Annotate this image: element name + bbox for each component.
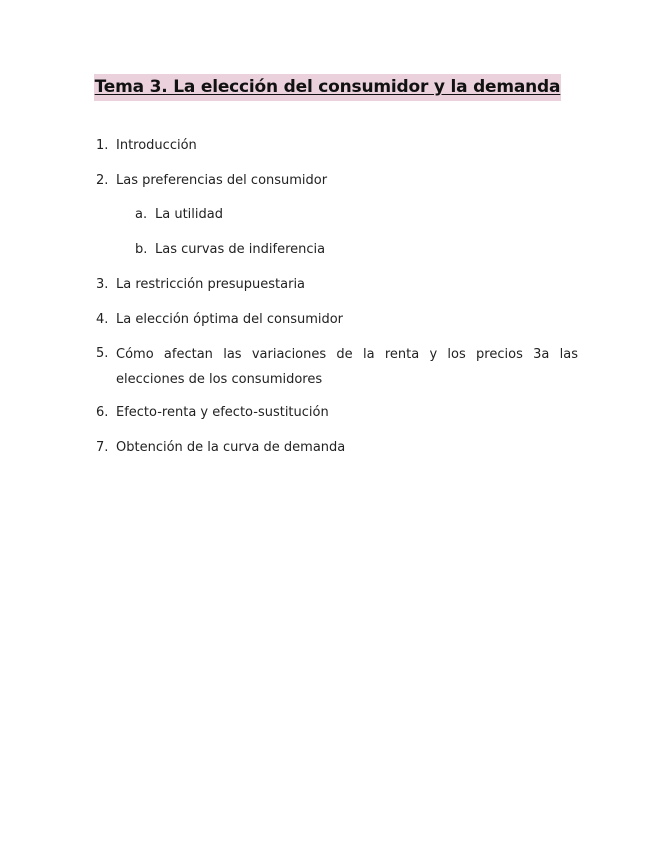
list-item-number: 5.	[96, 346, 109, 361]
list-item-text: Las preferencias del consumidor	[116, 173, 328, 188]
list-item-text: Obtención de la curva de demanda	[116, 440, 346, 455]
list-item-text: Introducción	[116, 138, 197, 153]
list-item-number: 2.	[96, 173, 109, 188]
list-item-text: Efecto-renta y efecto-sustitución	[116, 405, 329, 420]
list-item-number: 7.	[96, 440, 109, 455]
title-container	[0, 74, 655, 101]
list-item-text: La restricción presupuestaria	[116, 277, 306, 292]
list-item-text: Las curvas de indiferencia	[155, 242, 326, 257]
document-title: Tema 3. La elección del consumidor y la demanda	[94, 74, 562, 101]
list-item-number: a.	[135, 207, 148, 222]
list-item-number: 3.	[96, 277, 109, 292]
list-item-number: b.	[135, 242, 148, 257]
list-item-text: La utilidad	[155, 207, 223, 222]
list-item-text: Cómo afectan las variaciones de la renta y los precios 3a las elecciones de los consumidores	[116, 347, 578, 387]
list-item-number: 6.	[96, 405, 109, 420]
list-item-number: 1.	[96, 138, 109, 153]
list-item-text: La elección óptima del consumidor	[116, 312, 344, 327]
list-item-number: 4.	[96, 312, 109, 327]
